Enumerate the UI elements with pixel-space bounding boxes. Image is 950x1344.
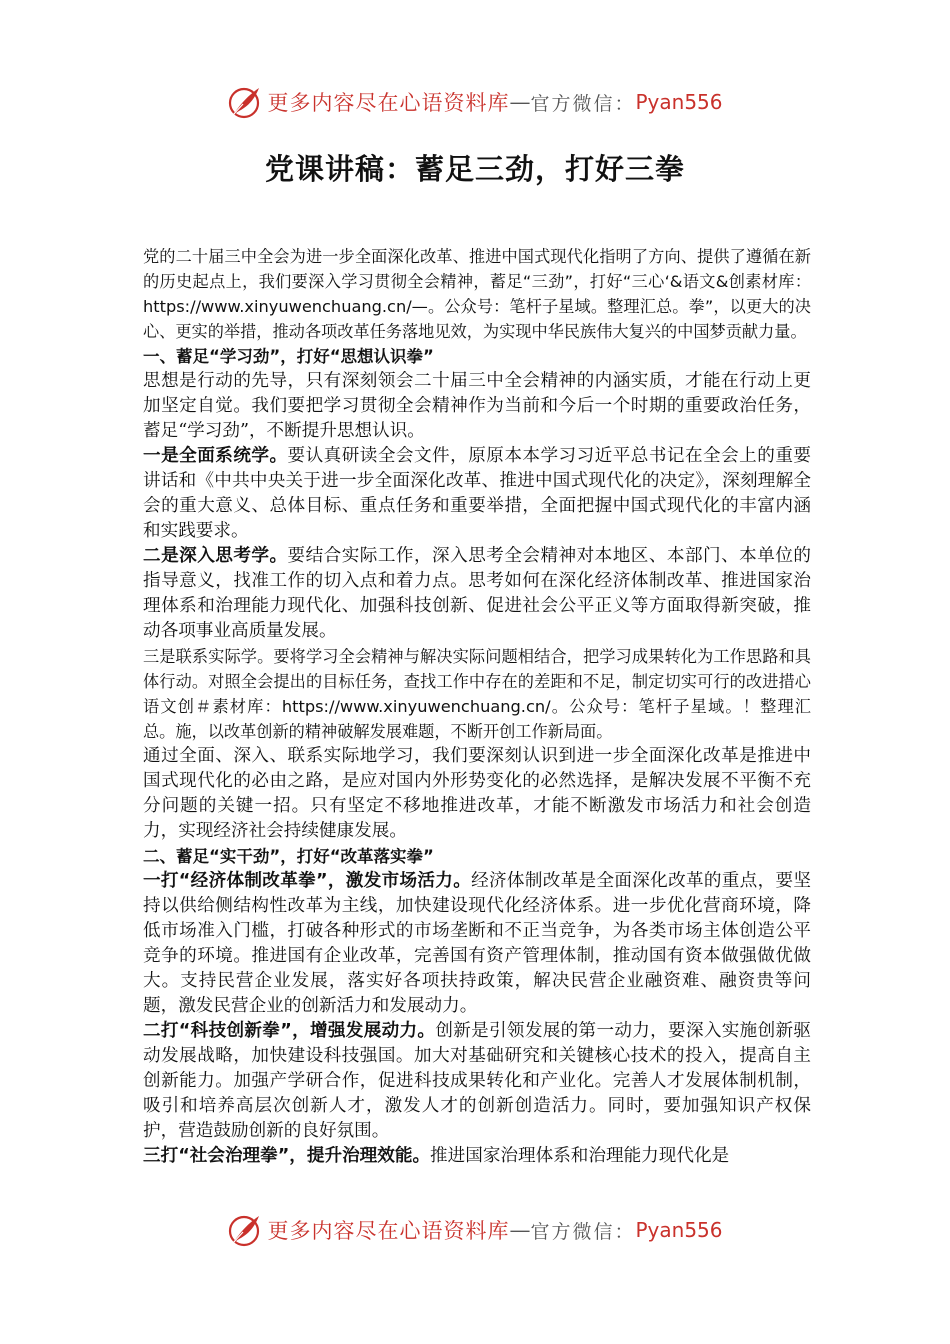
paragraph-lead: 一是全面系统学。 [143, 446, 288, 466]
quill-logo-icon [227, 84, 263, 120]
document-body [143, 244, 811, 1169]
paragraph-body: 要结合实际工作，深入思考全会精神对本地区、本部门、本单位的指导意义，找准工作的切入点和着力点。思考如何在深化经济体制改革、推进国家治理体系和治理能力现代化、加强科技创新、促进社会公平正义等方面取得新突破，推动各项事业高质量发展。 [143, 546, 811, 641]
quill-logo-icon [227, 1212, 263, 1248]
paragraph-lead: 一打“经济体制改革拳”，激发市场活力。 [143, 871, 472, 891]
banner-text: 更多内容尽在心语资料库 [267, 91, 510, 115]
page-title: 党课讲稿：蓄足三劲，打好三拳 [264, 152, 685, 186]
paragraph [143, 869, 811, 1019]
paragraph-lead: 二是深入思考学。 [143, 546, 288, 566]
paragraph-lead: 三打“社会治理拳”，提升治理效能。 [143, 1146, 431, 1166]
paragraph [143, 444, 811, 544]
section-heading-2: 二、蓄足“实干劲”，打好“改革落实拳” [143, 847, 434, 866]
paragraph: 三是联系实际学。要将学习全会精神与解决实际问题相结合，把学习成果转化为工作思路和具体行动。对照全会提出的目标任务，查找工作中存在的差距和不足，制定切实可行的改进措心语文创＃素材库：https://www.xinyuwenchuang.cn/。公众号：笔杆子星域。！整理汇总。施，以改革创新的精神破解发展难题，不断开创工作新局面。 [143, 647, 811, 741]
paragraph-lead: 二打“科技创新拳”，增强发展动力。 [143, 1021, 436, 1041]
paragraph: 思想是行动的先导，只有深刻领会二十届三中全会精神的内涵实质，才能在行动上更加坚定自觉。我们要把学习贯彻全会精神作为当前和今后一个时期的重要政治任务，蓄足“学习劲”，不断提升思想认识。 [143, 371, 811, 441]
intro-paragraph: 党的二十届三中全会为进一步全面深化改革、推进中国式现代化指明了方向、提供了遵循在新的历史起点上，我们要深入学习贯彻全会精神，蓄足“三劲”，打好“三心‘&语文&创素材库：https://www.xinyuwenchuang.cn/—。公众号：笔杆子星域。整理汇总。拳”，以更大的决心、更实的举措，推动各项改革任务落地见效，为实现中华民族伟大复兴的中国梦贡献力量。 [143, 247, 812, 341]
banner-separator: — [509, 90, 531, 114]
paragraph-body: 经济体制改革是全面深化改革的重点，要坚持以供给侧结构性改革为主线，加快建设现代化经济体系。进一步优化营商环境，降低市场准入门槛，打破各种形式的市场垄断和不正当竞争，为各类市场主体创造公平竞争的环境。推进国有企业改革，完善国有资产管理体制，推动国有资本做强做优做大。支持民营企业发展，落实好各项扶持政策，解决民营企业融资难、融资贵等问题，激发民营企业的创新活力和发展动力。 [143, 871, 811, 1016]
paragraph-body: 要认真研读全会文件，原原本本学习习近平总书记在全会上的重要讲话和《中共中央关于进一步全面深化改革、推进中国式现代化的决定》，深刻理解全会的重大意义、总体目标、重点任务和重要举措，全面把握中国式现代化的丰富内涵和实践要求。 [143, 446, 811, 541]
paragraph: 通过全面、深入、联系实际地学习，我们要深刻认识到进一步全面深化改革是推进中国式现代化的必由之路，是应对国内外形势变化的必然选择，是解决发展不平衡不充分问题的关键一招。只有坚定不移地推进改革，才能不断激发市场活力和社会创造力，实现经济社会持续健康发展。 [143, 746, 811, 841]
banner-label: 官方微信： [530, 92, 636, 115]
banner-text: 更多内容尽在心语资料库 [267, 1219, 510, 1243]
header-banner [0, 82, 950, 122]
banner-account: Pyan556 [635, 90, 723, 114]
paragraph [143, 1019, 811, 1144]
paragraph [143, 1144, 811, 1169]
paragraph-body: 推进国家治理体系和治理能力现代化是 [430, 1146, 730, 1166]
banner-account: Pyan556 [635, 1218, 723, 1242]
banner-separator: — [509, 1218, 531, 1242]
paragraph-body: 创新是引领发展的第一动力，要深入实施创新驱动发展战略，加快建设科技强国。加大对基础研究和关键核心技术的投入，提高自主创新能力。加强产学研合作，促进科技成果转化和产业化。完善人才发展体制机制，吸引和培养高层次创新人才，激发人才的创新创造活力。同时，要加强知识产权保护，营造鼓励创新的良好氛围。 [143, 1021, 811, 1141]
section-heading-1: 一、蓄足“学习劲”，打好“思想认识拳” [143, 347, 434, 366]
banner-label: 官方微信： [530, 1220, 636, 1243]
footer-banner [0, 1210, 950, 1250]
paragraph [143, 544, 811, 644]
